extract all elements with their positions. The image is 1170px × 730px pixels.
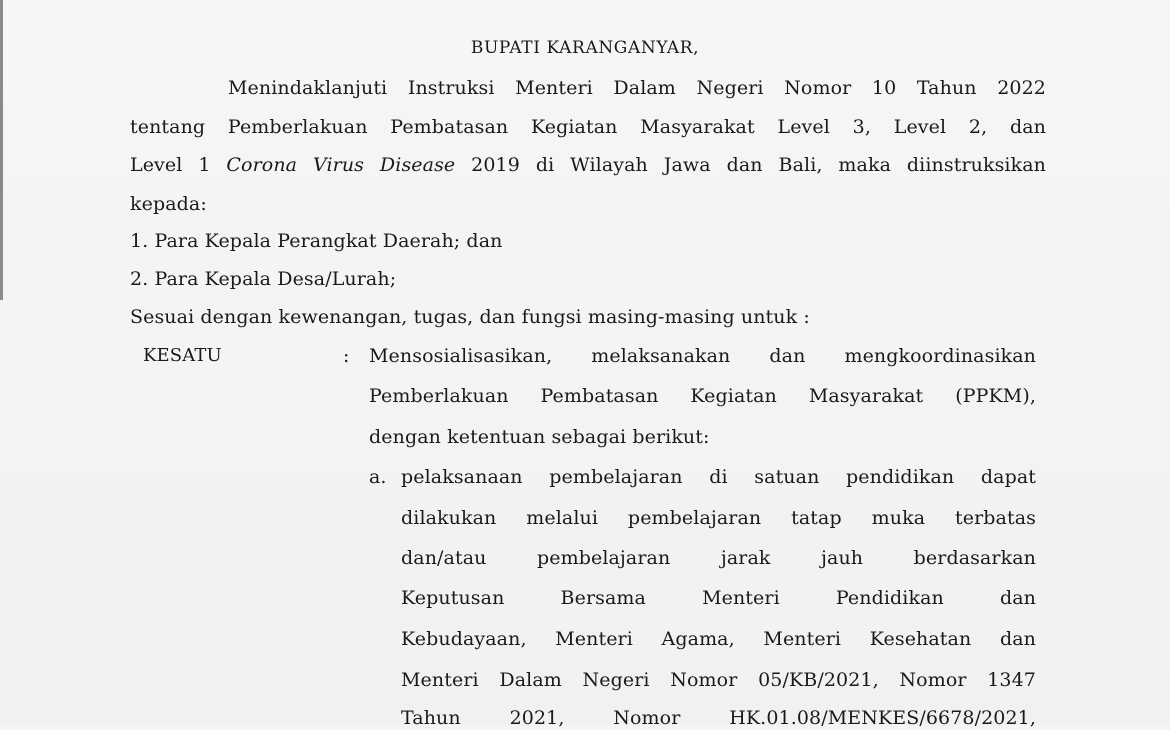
addressee-item-2: 2. Para Kepala Desa/Lurah; bbox=[130, 268, 397, 290]
item-a-line-1: pelaksanaan pembelajaran di satuan pendidikan dapat bbox=[401, 466, 1036, 488]
intro-line-4: kepada: bbox=[130, 193, 207, 215]
intro-line-3-start: Level 1 bbox=[130, 154, 227, 176]
item-a-marker: a. bbox=[369, 466, 387, 488]
intro-line-2: tentang Pemberlakuan Pembatasan Kegiatan Masyarakat Level 3, Level 2, dan bbox=[130, 116, 1046, 138]
document-title: BUPATI KARANGANYAR, bbox=[470, 38, 700, 58]
kesatu-line-1: Mensosialisasikan, melaksanakan dan mengkoordinasikan bbox=[369, 345, 1036, 367]
kesatu-label: KESATU bbox=[143, 345, 222, 366]
intro-line-1: Menindaklanjuti Instruksi Menteri Dalam Negeri Nomor 10 Tahun 2022 bbox=[228, 77, 1046, 99]
intro-line-3-italic: Corona Virus Disease bbox=[226, 154, 456, 176]
item-a-line-7: Tahun 2021, Nomor HK.01.08/MENKES/6678/2021, bbox=[401, 707, 1036, 729]
addressee-item-1: 1. Para Kepala Perangkat Daerah; dan bbox=[130, 230, 503, 252]
kesatu-line-2: Pemberlakuan Pembatasan Kegiatan Masyarakat (PPKM), bbox=[369, 385, 1036, 407]
intro-line-3 bbox=[130, 153, 1046, 177]
closing-intro: Sesuai dengan kewenangan, tugas, dan fungsi masing-masing untuk : bbox=[130, 306, 810, 328]
kesatu-line-3: dengan ketentuan sebagai berikut: bbox=[369, 426, 710, 448]
intro-line-3-end: 2019 di Wilayah Jawa dan Bali, maka diinstruksikan bbox=[455, 154, 1046, 176]
item-a-line-2: dilakukan melalui pembelajaran tatap muka terbatas bbox=[401, 507, 1036, 529]
item-a-line-5: Kebudayaan, Menteri Agama, Menteri Kesehatan dan bbox=[401, 628, 1036, 650]
item-a-line-3: dan/atau pembelajaran jarak jauh berdasarkan bbox=[401, 547, 1036, 569]
item-a-line-4: Keputusan Bersama Menteri Pendidikan dan bbox=[401, 587, 1036, 609]
item-a-line-6: Menteri Dalam Negeri Nomor 05/KB/2021, Nomor 1347 bbox=[401, 669, 1036, 691]
kesatu-colon: : bbox=[343, 345, 350, 367]
